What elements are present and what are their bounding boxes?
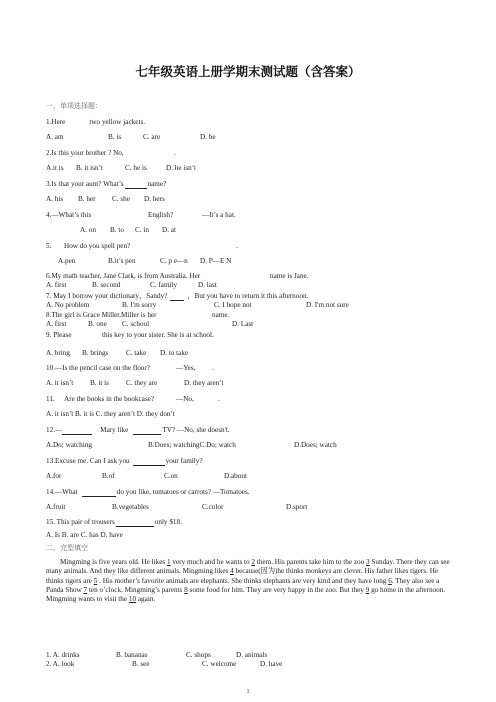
option: C. in xyxy=(135,226,149,234)
page-number: 1 xyxy=(246,688,250,695)
option: B. to xyxy=(110,226,124,234)
option: D. I'm not sure xyxy=(306,301,349,309)
question-7-options xyxy=(46,301,466,310)
option: C. welcome xyxy=(202,660,237,668)
option: B. second xyxy=(92,281,121,289)
option: C. school xyxy=(122,320,150,328)
option: D. to take xyxy=(160,349,189,357)
question-2: 2.Is this your brother ? No, . xyxy=(46,149,176,157)
question-8: 8.The girl is Grace Miller.Miller is her name. xyxy=(46,311,230,319)
option: A. his xyxy=(46,195,64,203)
question-11-options: A. it isn’t B. it is C. they aren’t D. they don’t xyxy=(46,410,175,418)
question-9: 9. Please this key to your sister. She is at school. xyxy=(46,331,214,339)
option: A.fruit xyxy=(46,503,66,511)
question-13-options xyxy=(46,472,466,481)
option: B. is xyxy=(108,133,122,141)
option: A.it is xyxy=(46,164,64,172)
cloze-passage: Mingming is five years old. He likes 1 very much and he wants to 2 them. His parents take him to the zoo 3 Sunday. There they can see many animals. And they like different animals. Mingming likes 4 because(因为)he thinks monkeys are clever. His father likes tigers. He thinks tigers are 5 . His mother’s favorite animals are elephants. She thinks elephants are very kind and they have long 6. They also see a Panda Show 7 ten o’clock. Mingming’s parents 8 some food for him. They are very happy in the zoo. But they 9 go home in the afternoon. Mingming wants to visit the 10 again. xyxy=(46,558,450,604)
question-12: 12.— Mary like TV? —No, she doesn't. xyxy=(46,426,230,434)
option: A. first xyxy=(46,281,67,289)
option: C.on xyxy=(164,472,178,480)
question-12-options xyxy=(46,441,466,450)
page-title: 七年级英语上册学期末测试题（含答案） xyxy=(135,64,361,79)
option: B.vegetables xyxy=(112,503,149,511)
option: A.Do; watching xyxy=(46,441,92,449)
option: D.about xyxy=(224,472,247,480)
option: A. it isn’t xyxy=(46,379,74,387)
question-5-options xyxy=(46,257,466,266)
option: D. they aren’t xyxy=(184,379,224,387)
option: B. her xyxy=(78,195,96,203)
option: A.pen xyxy=(58,257,76,265)
option: B.Does; watchingC.Do; watch xyxy=(148,441,236,449)
option: A. am xyxy=(46,133,64,141)
option: C. he is xyxy=(125,164,147,172)
option: B. it is xyxy=(90,379,109,387)
question-14: 14.—What do you like, tomatoes or carrots? —Tomatoes. xyxy=(46,488,250,496)
section-heading-choice: 一、单项选择题： xyxy=(46,102,102,110)
option: C. family xyxy=(150,281,178,289)
question-15-options: A. Is B. are C. has D. have xyxy=(46,531,123,539)
option: D. have xyxy=(260,660,283,668)
question-4: 4.—What’s this English? —It’s a hat. xyxy=(46,211,236,219)
question-15: 15. This pair of trousers only $18. xyxy=(46,518,182,526)
option: D. animals xyxy=(236,651,268,659)
cloze-question-1-options xyxy=(46,651,466,660)
option: 2. A. look xyxy=(46,660,75,668)
question-10-options xyxy=(46,379,466,388)
option: A. first xyxy=(46,320,67,328)
question-3-options xyxy=(46,195,466,204)
option: A. on xyxy=(80,226,96,234)
option: B.of xyxy=(102,472,115,480)
question-6: 6.My math teacher, Jane Clark, is from Australia. Her name is Jane. xyxy=(46,272,309,280)
question-11: 11. Are the books in the bookcase? —No, . xyxy=(46,395,220,403)
option: B. it isn’t xyxy=(76,164,103,172)
option: B. see xyxy=(132,660,150,668)
option: B.it’s pen xyxy=(108,257,136,265)
option: C. I hope not xyxy=(214,301,252,309)
question-8-options xyxy=(46,320,466,329)
option: C.color xyxy=(202,503,224,511)
option: D. at xyxy=(162,226,176,234)
option: C. they are xyxy=(126,379,158,387)
option: C. p e—n xyxy=(160,257,188,265)
option: D. last xyxy=(198,281,217,289)
option: C. are xyxy=(143,133,161,141)
option: D. hers xyxy=(144,195,165,203)
question-2-options xyxy=(46,164,466,173)
question-10: 10.—Is the pencil case on the floor? —Yes, . xyxy=(46,364,214,372)
section-heading-cloze: 二、完型填空 xyxy=(46,544,88,552)
question-1-options xyxy=(46,133,466,142)
option: B. I'm sorry xyxy=(122,301,157,309)
option: D. he isn’t xyxy=(166,164,197,172)
option: D.Does; watch xyxy=(294,441,337,449)
option: B. one xyxy=(88,320,107,328)
question-3: 3.Is that your aunt? What’s name? xyxy=(46,180,167,188)
question-13: 13.Excuse me. Can I ask you your family? xyxy=(46,457,203,465)
option: D.sport xyxy=(286,503,308,511)
option: A. bring xyxy=(46,349,70,357)
option: B. bananas xyxy=(116,651,148,659)
question-7: 7. May I borrow your dictionary，Sandy? ，But you have to return it this afternoon. xyxy=(46,292,309,300)
option: B. brings xyxy=(82,349,109,357)
option: A. No problem xyxy=(46,301,90,309)
option: D. Last xyxy=(232,320,254,328)
question-9-options xyxy=(46,349,466,358)
question-14-options xyxy=(46,503,466,512)
question-1: 1.Here two yellow jackets. xyxy=(46,118,146,126)
question-5: 5. How do you spell pen? . xyxy=(46,242,238,250)
option: C. she xyxy=(112,195,130,203)
option: D. be xyxy=(200,133,216,141)
option: C. shops xyxy=(186,651,211,659)
question-6-options xyxy=(46,281,466,290)
option: A.for xyxy=(46,472,62,480)
question-4-options xyxy=(46,226,466,235)
option: C. take xyxy=(126,349,147,357)
option: D. P—E N xyxy=(200,257,232,265)
option: 1. A. drinks xyxy=(46,651,80,659)
cloze-question-2-options xyxy=(46,660,466,669)
